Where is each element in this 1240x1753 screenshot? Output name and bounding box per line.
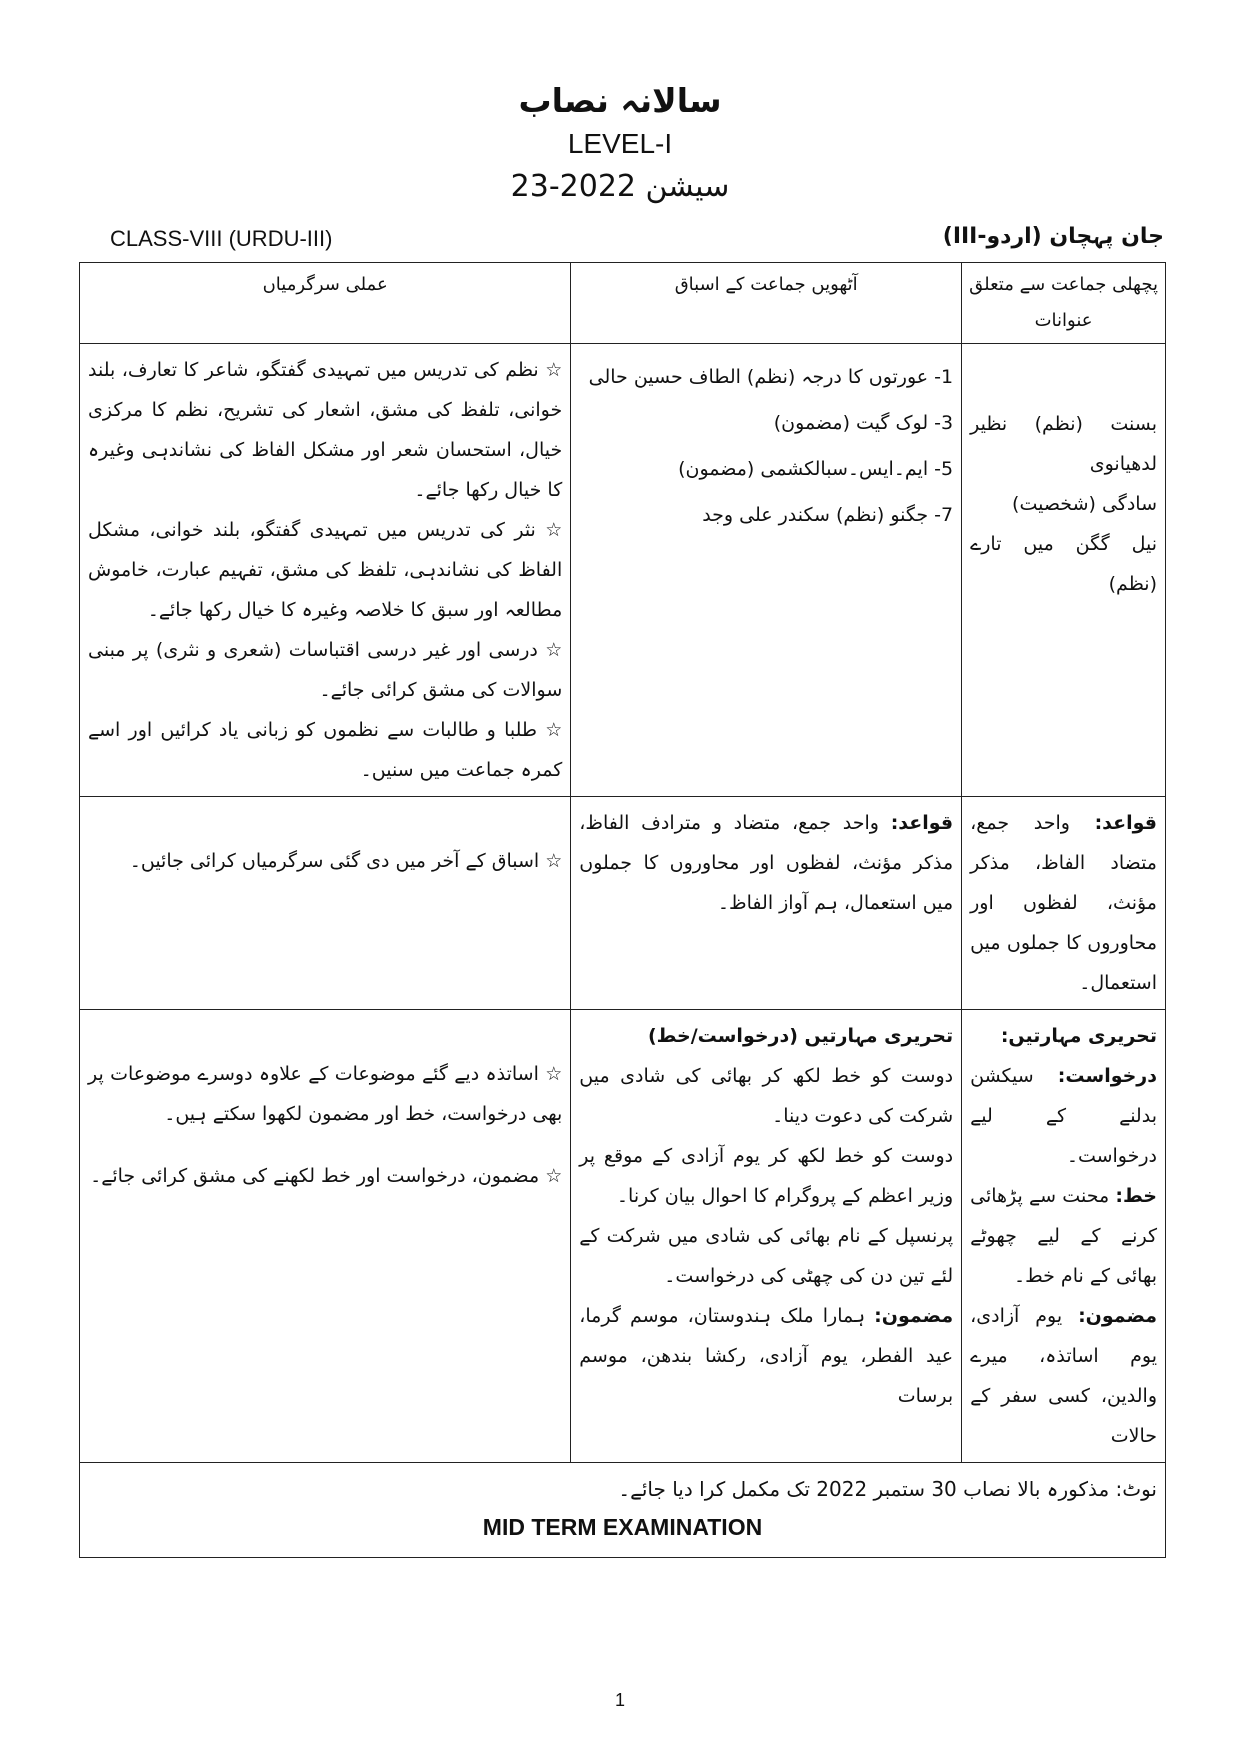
- writing-skills-title: تحریری مہارتیں (درخواست/خط): [647, 1025, 954, 1047]
- table-header-row: [80, 263, 1166, 344]
- activities-writing-cell: [80, 1010, 571, 1463]
- header-activities: عملی سرگرمیاں: [80, 263, 571, 344]
- item-label: درخواست:: [1057, 1065, 1157, 1087]
- activities-grammar-cell: [80, 797, 571, 1010]
- essay-label: مضمون:: [874, 1305, 954, 1327]
- list-item: ☆ مضمون، درخواست اور خط لکھنے کی مشق کرائی جائے۔: [90, 1165, 563, 1187]
- activities-cell: [80, 344, 571, 797]
- list-item: 1- عورتوں کا درجہ (نظم) الطاف حسین حالی: [588, 366, 954, 388]
- page-header: [0, 78, 1240, 210]
- list-item: پرنسپل کے نام بھائی کی شادی میں شرکت کے لئے تین دن کی چھٹی کی درخواست۔: [579, 1225, 954, 1287]
- list-item: دوست کو خط لکھ کر یوم آزادی کے موقع پر وزیر اعظم کے پروگرام کا احوال بیان کرنا۔: [579, 1145, 954, 1207]
- grammar-label: قواعد:: [1094, 812, 1157, 834]
- list-item: 7- جگنو (نظم) سکندر علی وجد: [702, 504, 954, 526]
- grammar-text: واحد جمع، متضاد الفاظ، مذکر مؤنث، لفظوں اور محاوروں کا جملوں میں استعمال۔: [970, 812, 1157, 994]
- grammar-text: واحد جمع، متضاد و مترادف الفاظ، مذکر مؤنث، لفظوں اور محاوروں کا جملوں میں استعمال، ہم آواز الفاظ۔: [579, 812, 954, 914]
- syllabus-table: [79, 262, 1166, 1558]
- table-row: [80, 797, 1166, 1010]
- list-item: [970, 1296, 1157, 1456]
- exam-heading: MID TERM EXAMINATION: [482, 1514, 763, 1540]
- list-item: دوست کو خط لکھ کر بھائی کی شادی میں شرکت کی دعوت دینا۔: [579, 1065, 954, 1127]
- grammar-label: قواعد:: [890, 812, 954, 834]
- table-row: [80, 1010, 1166, 1463]
- list-item: ☆ نثر کی تدریس میں تمہیدی گفتگو، بلند خوانی، مشکل الفاظ کی نشاندہی، تلفظ کی مشق، تفہیم عبارت، خاموش مطالعہ اور سبق کا خلاصہ وغیرہ کا خیال رکھا جائے۔: [88, 519, 563, 621]
- page-number: 1: [614, 1690, 625, 1710]
- list-item: [970, 1056, 1157, 1176]
- writing-skills-title: تحریری مہارتیں:: [1000, 1025, 1157, 1047]
- note-cell: [80, 1463, 1166, 1558]
- list-item: ☆ طلبا و طالبات سے نظموں کو زبانی یاد کرائیں اور اسے کمرہ جماعت میں سنیں۔: [88, 719, 563, 781]
- lessons-writing-cell: [571, 1010, 962, 1463]
- activity-text: ☆ اسباق کے آخر میں دی گئی سرگرمیاں کرائی جائیں۔: [129, 850, 563, 872]
- list-item: ☆ اساتذہ دیے گئے موضوعات کے علاوہ دوسرے موضوعات پر بھی درخواست، خط اور مضمون لکھوا سکتے ہیں۔: [88, 1063, 563, 1125]
- previous-writing-cell: [962, 1010, 1166, 1463]
- list-item: ☆ نظم کی تدریس میں تمہیدی گفتگو، شاعر کا تعارف، بلند خوانی، تلفظ کی مشق، اشعار کی تشریح، نظم کا مرکزی خیال، استحسان شعر اور مشکل الفاظ کی نشاندہی وغیرہ کا خیال رکھا جائے۔: [88, 359, 563, 501]
- note-row: [80, 1463, 1166, 1558]
- list-item: [579, 1296, 953, 1416]
- list-item: نیل گگن میں تارے (نظم): [970, 533, 1157, 595]
- lessons-grammar-cell: [571, 797, 962, 1010]
- item-text: سیکشن بدلنے کے لیے درخواست۔: [970, 1065, 1157, 1167]
- completion-note: نوٹ: مذکورہ بالا نصاب 30 ستمبر 2022 تک مکمل کرا دیا جائے۔: [618, 1477, 1157, 1501]
- previous-grammar-cell: [962, 797, 1166, 1010]
- essay-text: ہمارا ملک ہندوستان، موسم گرما، عید الفطر، یوم آزادی، رکشا بندھن، موسم برسات: [579, 1305, 954, 1407]
- list-item: ☆ درسی اور غیر درسی اقتباسات (شعری و نثری) پر مبنی سوالات کی مشق کرائی جائے۔: [88, 639, 563, 701]
- book-label: جان پہچان (اردو-III): [942, 224, 1164, 249]
- list-item: 3- لوک گیت (مضمون): [773, 412, 954, 434]
- list-item: 5- ایم۔ایس۔سبالکشمی (مضمون): [678, 458, 954, 480]
- item-label: خط:: [1115, 1185, 1157, 1207]
- class-label: CLASS-VIII (URDU-III): [110, 226, 333, 251]
- session-label: سیشن 2022-23: [510, 169, 730, 204]
- list-item: سادگی (شخصیت): [1012, 493, 1157, 515]
- lessons-cell: [571, 344, 962, 797]
- list-item: بسنت (نظم) نظیر لدھیانوی: [970, 413, 1157, 475]
- header-lessons: آٹھویں جماعت کے اسباق: [571, 263, 962, 344]
- list-item: [970, 1176, 1157, 1296]
- page-title: سالانہ نصاب: [518, 81, 722, 120]
- previous-topics-cell: [962, 344, 1166, 797]
- item-label: مضمون:: [1078, 1305, 1158, 1327]
- item-text: یوم آزادی، یوم اساتذہ، میرے والدین، کسی سفر کے حالات: [970, 1305, 1157, 1447]
- table-row: [80, 344, 1166, 797]
- level-label: LEVEL-I: [567, 128, 673, 159]
- item-text: محنت سے پڑھائی کرنے کے لیے چھوٹے بھائی کے نام خط۔: [970, 1185, 1157, 1287]
- header-previous: پچھلی جماعت سے متعلق عنوانات: [962, 263, 1166, 344]
